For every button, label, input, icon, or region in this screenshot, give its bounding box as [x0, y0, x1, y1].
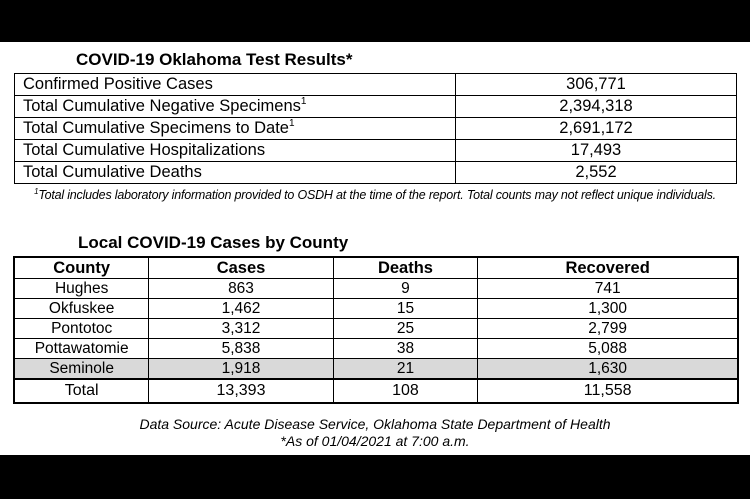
- table-row: [14, 339, 738, 359]
- row-label: Total Cumulative Specimens to Date$^1$: [15, 118, 456, 140]
- row-value: 2,394,318: [456, 96, 737, 118]
- county-cell: Okfuskee: [14, 299, 149, 319]
- deaths-cell: 38: [333, 339, 478, 359]
- table-row: [15, 74, 737, 96]
- county-cell: Hughes: [14, 279, 149, 299]
- county-cell: Pottawatomie: [14, 339, 149, 359]
- recovered-cell: 5,088: [478, 339, 738, 359]
- recovered-cell: 2,799: [478, 319, 738, 339]
- cases-cell: 5,838: [149, 339, 333, 359]
- table-row: [15, 162, 737, 184]
- county-cell: Seminole: [14, 359, 149, 380]
- header-recovered: Recovered: [478, 257, 738, 279]
- test-results-title: COVID-19 Oklahoma Test Results*: [76, 50, 353, 69]
- recovered-cell: 1,630: [478, 359, 738, 380]
- deaths-cell: 21: [333, 359, 478, 380]
- table-row: [15, 96, 737, 118]
- county-cases-table: [13, 256, 739, 404]
- table-row: [14, 319, 738, 339]
- table-row: [14, 359, 738, 380]
- county-cases-title: Local COVID-19 Cases by County: [78, 233, 349, 252]
- total-cases: 13,393: [149, 379, 333, 403]
- total-row: [14, 379, 738, 403]
- row-value: 17,493: [456, 140, 737, 162]
- table-row: [14, 279, 738, 299]
- recovered-cell: 741: [478, 279, 738, 299]
- header-cases: Cases: [149, 257, 333, 279]
- deaths-cell: 25: [333, 319, 478, 339]
- deaths-cell: 9: [333, 279, 478, 299]
- total-deaths: 108: [333, 379, 478, 403]
- row-label: Total Cumulative Negative Specimens$^1$: [15, 96, 456, 118]
- as-of-date-line: *As of 01/04/2021 at 7:00 a.m.: [280, 433, 470, 449]
- test-results-table: [14, 73, 737, 184]
- footnote: $^1$Total includes laboratory information provided to OSDH at the time of the report. Total counts may not reflect unique individuals.: [34, 187, 716, 202]
- document-page: [0, 42, 750, 455]
- table-row: [14, 299, 738, 319]
- cases-cell: 3,312: [149, 319, 333, 339]
- table-header-row: [14, 257, 738, 279]
- header-county: County: [14, 257, 149, 279]
- table-row: [15, 118, 737, 140]
- total-recovered: 11,558: [478, 379, 738, 403]
- row-label: Total Cumulative Deaths: [15, 162, 456, 184]
- row-label: Total Cumulative Hospitalizations: [15, 140, 456, 162]
- row-value: 306,771: [456, 74, 737, 96]
- cases-cell: 1,462: [149, 299, 333, 319]
- header-deaths: Deaths: [333, 257, 478, 279]
- county-cell: Pontotoc: [14, 319, 149, 339]
- data-source-note: [0, 416, 750, 450]
- row-value: 2,691,172: [456, 118, 737, 140]
- table-row: [15, 140, 737, 162]
- deaths-cell: 15: [333, 299, 478, 319]
- row-value: 2,552: [456, 162, 737, 184]
- cases-cell: 1,918: [149, 359, 333, 380]
- total-label: Total: [14, 379, 149, 403]
- cases-cell: 863: [149, 279, 333, 299]
- data-source-line: Data Source: Acute Disease Service, Oklahoma State Department of Health: [139, 416, 611, 432]
- recovered-cell: 1,300: [478, 299, 738, 319]
- row-label: Confirmed Positive Cases: [15, 74, 456, 96]
